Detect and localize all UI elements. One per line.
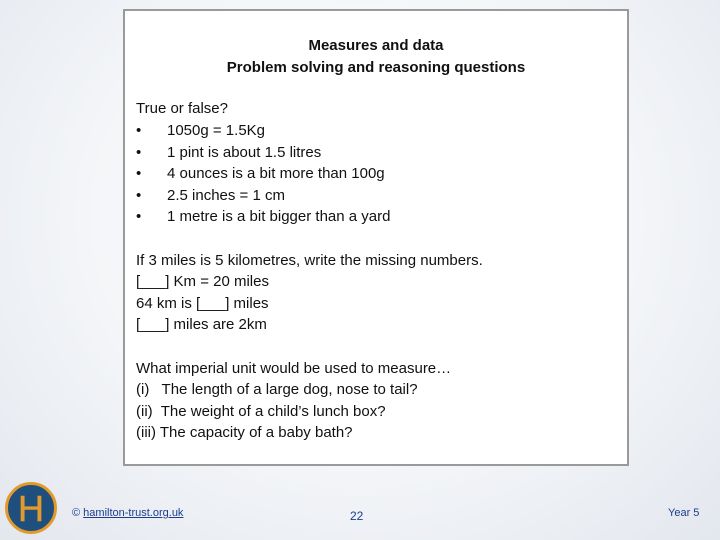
true-false-item: 4 ounces is a bit more than 100g	[167, 165, 385, 182]
page-number: 22	[350, 509, 364, 523]
bullet-marker: •	[136, 122, 142, 139]
missing-number-line: 64 km is [___] miles	[136, 295, 269, 312]
true-false-item: 2.5 inches = 1 cm	[167, 187, 285, 204]
section3-heading: What imperial unit would be used to measure…	[136, 360, 452, 377]
hamilton-trust-url[interactable]: hamilton-trust.org.uk	[83, 507, 184, 519]
copyright-symbol: ©	[72, 507, 81, 519]
year-label: Year 5	[668, 507, 700, 519]
true-false-item: 1 pint is about 1.5 litres	[167, 144, 322, 161]
missing-number-line: [___] Km = 20 miles	[136, 273, 269, 290]
svg-text:H: H	[18, 488, 44, 528]
imperial-unit-question: (i) The length of a large dog, nose to tail?	[136, 381, 418, 398]
hamilton-trust-link[interactable]	[72, 507, 183, 519]
bullet-marker: •	[136, 208, 142, 225]
missing-number-line: [___] miles are 2km	[136, 316, 267, 333]
section2-heading: If 3 miles is 5 kilometres, write the missing numbers.	[136, 252, 483, 269]
hamilton-logo	[5, 482, 57, 534]
bullet-marker: •	[136, 165, 142, 182]
imperial-unit-question: (iii) The capacity of a baby bath?	[136, 424, 353, 441]
bullet-marker: •	[136, 187, 142, 204]
imperial-unit-question: (ii) The weight of a child’s lunch box?	[136, 403, 386, 420]
worksheet-card	[123, 9, 629, 466]
worksheet-subtitle: Problem solving and reasoning questions	[226, 59, 526, 76]
section1-heading: True or false?	[136, 100, 228, 117]
true-false-item: 1050g = 1.5Kg	[167, 122, 266, 139]
true-false-item: 1 metre is a bit bigger than a yard	[167, 208, 391, 225]
h-logo-icon	[11, 488, 51, 528]
worksheet-title: Measures and data	[308, 37, 444, 54]
bullet-marker: •	[136, 144, 142, 161]
